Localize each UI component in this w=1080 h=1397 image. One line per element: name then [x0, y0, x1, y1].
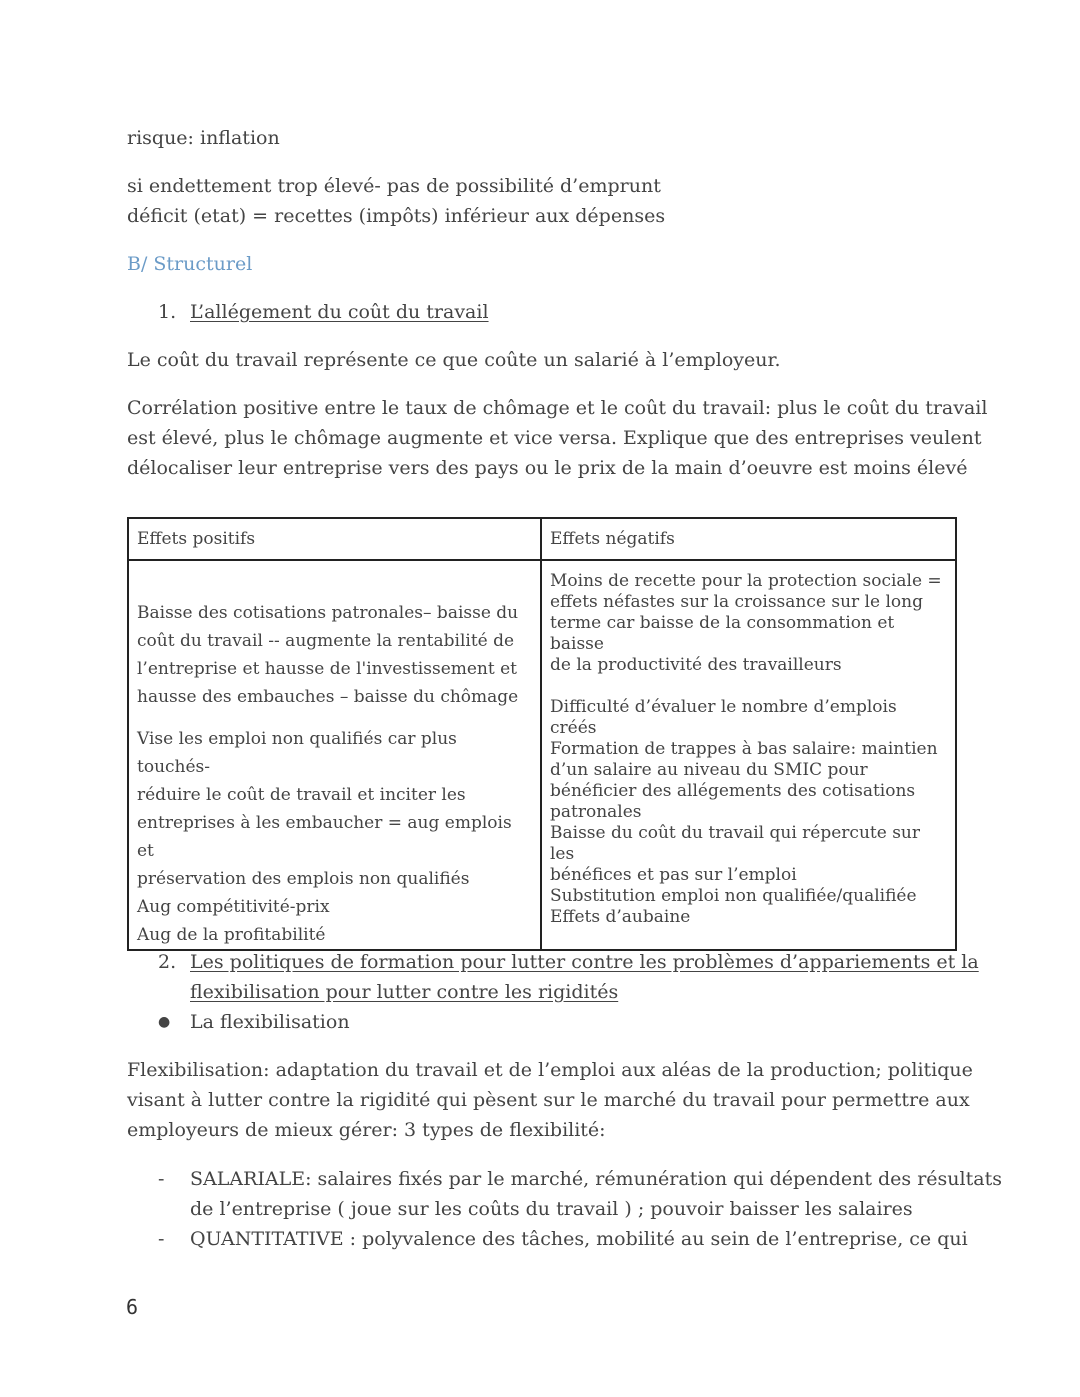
text-line: Aug compétitivité-prix: [137, 897, 330, 917]
text-line: Corrélation positive entre le taux de chômage et le coût du travail: plus le coût du travail: [127, 397, 988, 419]
text-line: est élevé, plus le chômage augmente et vice versa. Explique que des entreprises veulent: [127, 427, 982, 449]
text-line: préservation des emplois non qualifiés: [137, 869, 470, 889]
text-line: flexibilisation pour lutter contre les rigidités: [190, 981, 619, 1003]
header-effets-positifs: Effets positifs: [128, 518, 541, 560]
list-number-1: 1.: [158, 301, 177, 323]
text-line: Moins de recette pour la protection sociale =: [550, 571, 942, 591]
item-title-allegement: L’allégement du coût du travail: [190, 301, 489, 323]
text-line: terme car baisse de la consommation et baisse: [550, 613, 895, 654]
text-line: Les politiques de formation pour lutter contre les problèmes d’appariements et la: [190, 951, 979, 973]
list-item-salariale: [190, 1164, 1002, 1224]
text-line: coût du travail -- augmente la rentabilité de: [137, 631, 515, 651]
section-heading-structurel: B/ Structurel: [127, 253, 253, 275]
text-line: effets néfastes sur la croissance sur le long: [550, 592, 923, 612]
text-line: bénéfices et pas sur l’emploi: [550, 865, 797, 885]
text-line: SALARIALE: salaires fixés par le marché, rémunération qui dépendent des résultats: [190, 1168, 1002, 1190]
list-item-quantitative: QUANTITATIVE : polyvalence des tâches, mobilité au sein de l’entreprise, ce qui: [190, 1228, 968, 1250]
header-effets-negatifs: Effets négatifs: [541, 518, 956, 560]
paragraph-correlation: [127, 393, 987, 483]
text-line: visant à lutter contre la rigidité qui pèsent sur le marché du travail pour permettre aux: [127, 1089, 970, 1111]
text-cout-definition: Le coût du travail représente ce que coûte un salarié à l’employeur.: [127, 349, 781, 371]
text-line: l’entreprise et hausse de l'investissement et: [137, 659, 518, 679]
text-line: de l’entreprise ( joue sur les coûts du travail ) ; pouvoir baisser les salaires: [190, 1198, 913, 1220]
text-deficit: déficit (etat) = recettes (impôts) inférieur aux dépenses: [127, 205, 666, 227]
bullet-flexibilisation: La flexibilisation: [190, 1011, 350, 1033]
text-line: employeurs de mieux gérer: 3 types de flexibilité:: [127, 1119, 606, 1141]
text-line: réduire le coût de travail et inciter les: [137, 785, 466, 805]
page-number: 6: [126, 1295, 139, 1319]
text-line: Baisse des cotisations patronales– baisse du: [137, 603, 519, 623]
dash-icon: -: [158, 1228, 165, 1250]
text-line: Vise les emploi non qualifiés car plus touchés-: [137, 729, 457, 777]
table-header-row: [128, 518, 956, 560]
text-line: bénéficier des allégements des cotisations: [550, 781, 916, 801]
text-line: patronales: [550, 802, 642, 822]
text-line: Formation de trappes à bas salaire: maintien: [550, 739, 938, 759]
dash-icon: -: [158, 1168, 165, 1190]
text-line: Substitution emploi non qualifiée/qualifiée: [550, 886, 917, 906]
bullet-icon: ●: [158, 1014, 171, 1030]
text-line: Aug de la profitabilité: [137, 925, 326, 945]
table-row: [128, 560, 956, 950]
text-line: Difficulté d’évaluer le nombre d’emplois créés: [550, 697, 897, 738]
text-line: délocaliser leur entreprise vers des pays ou le prix de la main d’oeuvre est moins élevé: [127, 457, 968, 479]
text-line: Baisse du coût du travail qui répercute sur les: [550, 823, 920, 864]
text-line: entreprises à les embaucher = aug emplois et: [137, 813, 512, 861]
text-endettement: si endettement trop élevé- pas de possibilité d’emprunt: [127, 175, 661, 197]
list-number-2: 2.: [158, 951, 177, 973]
text-line: d’un salaire au niveau du SMIC pour: [550, 760, 868, 780]
text-risque: risque: inflation: [127, 127, 280, 149]
text-line: hausse des embauches – baisse du chômage: [137, 687, 519, 707]
item-title-politiques-formation: [190, 947, 979, 1007]
cell-negative-effects: [541, 560, 956, 950]
paragraph-flexibilisation: [127, 1055, 973, 1145]
text-line: Flexibilisation: adaptation du travail et de l’emploi aux aléas de la production; politique: [127, 1059, 973, 1081]
text-line: de la productivité des travailleurs: [550, 655, 842, 675]
effects-table: [127, 517, 957, 951]
text-line: Effets d’aubaine: [550, 907, 691, 927]
cell-positive-effects: [128, 560, 541, 950]
